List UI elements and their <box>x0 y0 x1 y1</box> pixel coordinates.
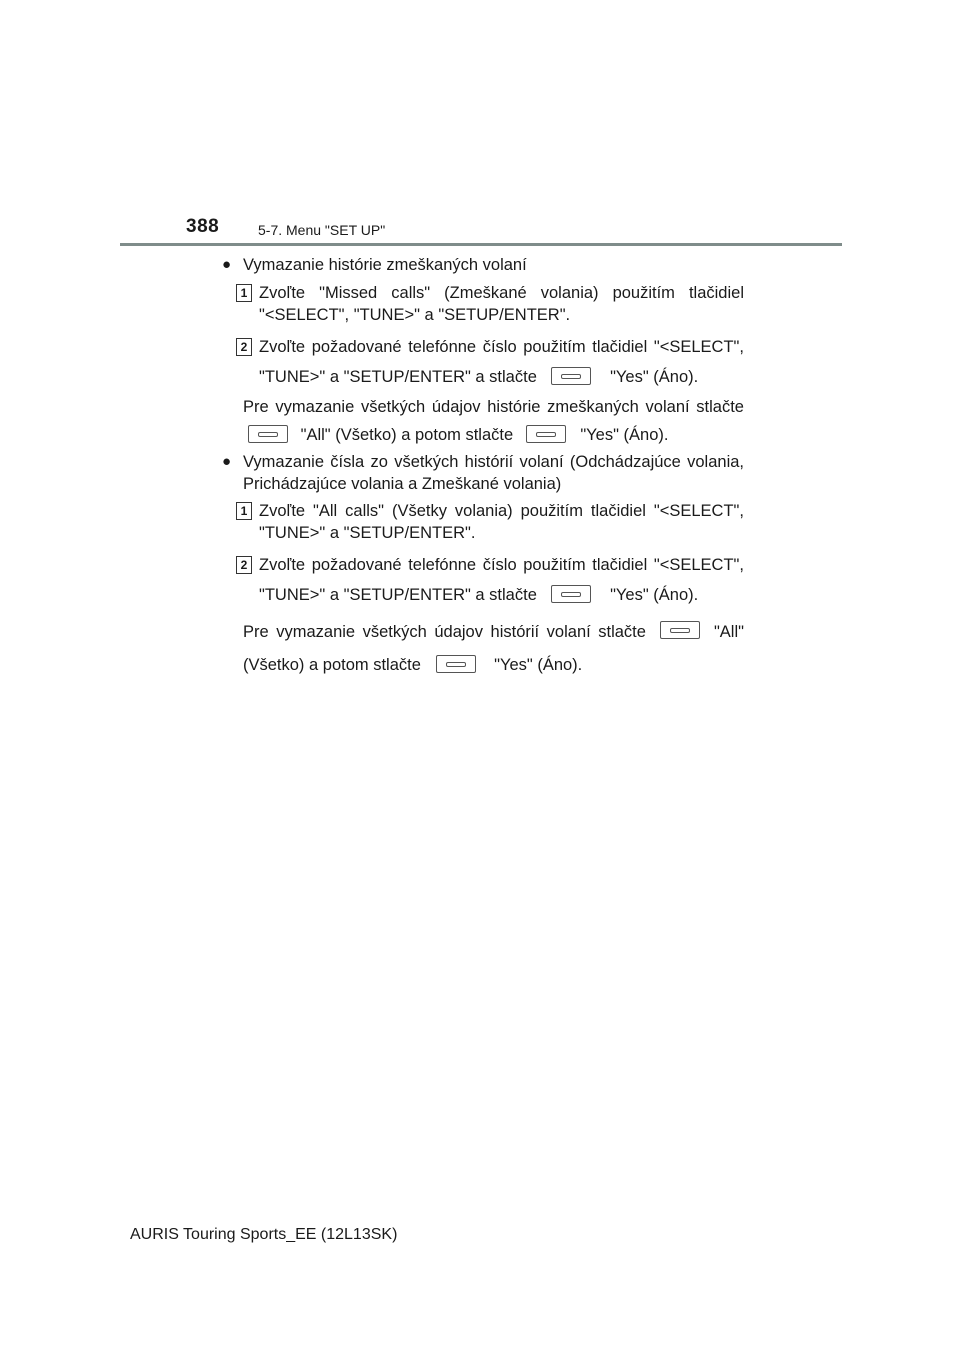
section-title: 5-7. Menu "SET UP" <box>258 222 386 238</box>
section1-note-line1: Pre vymazanie všetkých údajov histórie zmeškaných volaní stlačte <box>243 398 744 416</box>
step-number-2: 2 <box>236 338 252 356</box>
section2-note-text-b: "All" <box>713 623 744 641</box>
section1-title: Vymazanie histórie zmeškaných volaní <box>243 256 527 274</box>
section2-note-text-d: "Yes" (Áno). <box>494 656 583 674</box>
header-divider <box>120 243 842 246</box>
section1-step2-text-a: "TUNE>" a "SETUP/ENTER" a stlačte <box>259 368 537 386</box>
section2-note-line1 <box>243 622 744 642</box>
phone-button-icon <box>526 425 566 443</box>
section1-note-text-b: "Yes" (Áno). <box>580 426 669 444</box>
bullet-icon: ● <box>222 256 232 273</box>
section1-note-line2 <box>248 425 668 445</box>
phone-button-icon <box>248 425 288 443</box>
section2-note-text-c: (Všetko) a potom stlačte <box>243 656 421 674</box>
footer-model: AURIS Touring Sports_EE (12L13SK) <box>130 1226 398 1243</box>
phone-button-icon <box>551 367 591 385</box>
section2-title-line2: Prichádzajúce volania a Zmeškané volania) <box>243 475 562 493</box>
section1-step2-line2 <box>259 367 698 387</box>
section2-note-text-a: Pre vymazanie všetkých údajov histórií volaní stlačte <box>243 623 646 641</box>
section1-note-text-a: "All" (Všetko) a potom stlačte <box>300 426 514 444</box>
page-number: 388 <box>186 216 220 237</box>
section1-step1-line2: "<SELECT", "TUNE>" a "SETUP/ENTER". <box>259 306 571 324</box>
section2-step2-text-b: "Yes" (Áno). <box>610 586 699 604</box>
section1-step1-line1: Zvoľte "Missed calls" (Zmeškané volania) použitím tlačidiel <box>259 284 744 302</box>
section2-step2-text-a: "TUNE>" a "SETUP/ENTER" a stlačte <box>259 586 537 604</box>
section2-step2-line2 <box>259 585 698 605</box>
step-number-1: 1 <box>236 502 252 520</box>
step-number-1: 1 <box>236 284 252 302</box>
phone-button-icon <box>436 655 476 673</box>
bullet-icon: ● <box>222 453 232 470</box>
section2-step1-line2: "TUNE>" a "SETUP/ENTER". <box>259 524 476 542</box>
section1-step2-line1: Zvoľte požadované telefónne číslo použitím tlačidiel "<SELECT", <box>259 338 744 356</box>
section2-note-line2 <box>243 655 582 675</box>
step-number-2: 2 <box>236 556 252 574</box>
section2-step1-line1: Zvoľte "All calls" (Všetky volania) použitím tlačidiel "<SELECT", <box>259 502 744 520</box>
section2-title-line1: Vymazanie čísla zo všetkých histórií volaní (Odchádzajúce volania, <box>243 453 744 471</box>
section1-step2-text-b: "Yes" (Áno). <box>610 368 699 386</box>
phone-button-icon <box>551 585 591 603</box>
section2-step2-line1: Zvoľte požadované telefónne číslo použitím tlačidiel "<SELECT", <box>259 556 744 574</box>
phone-button-icon <box>660 621 700 639</box>
